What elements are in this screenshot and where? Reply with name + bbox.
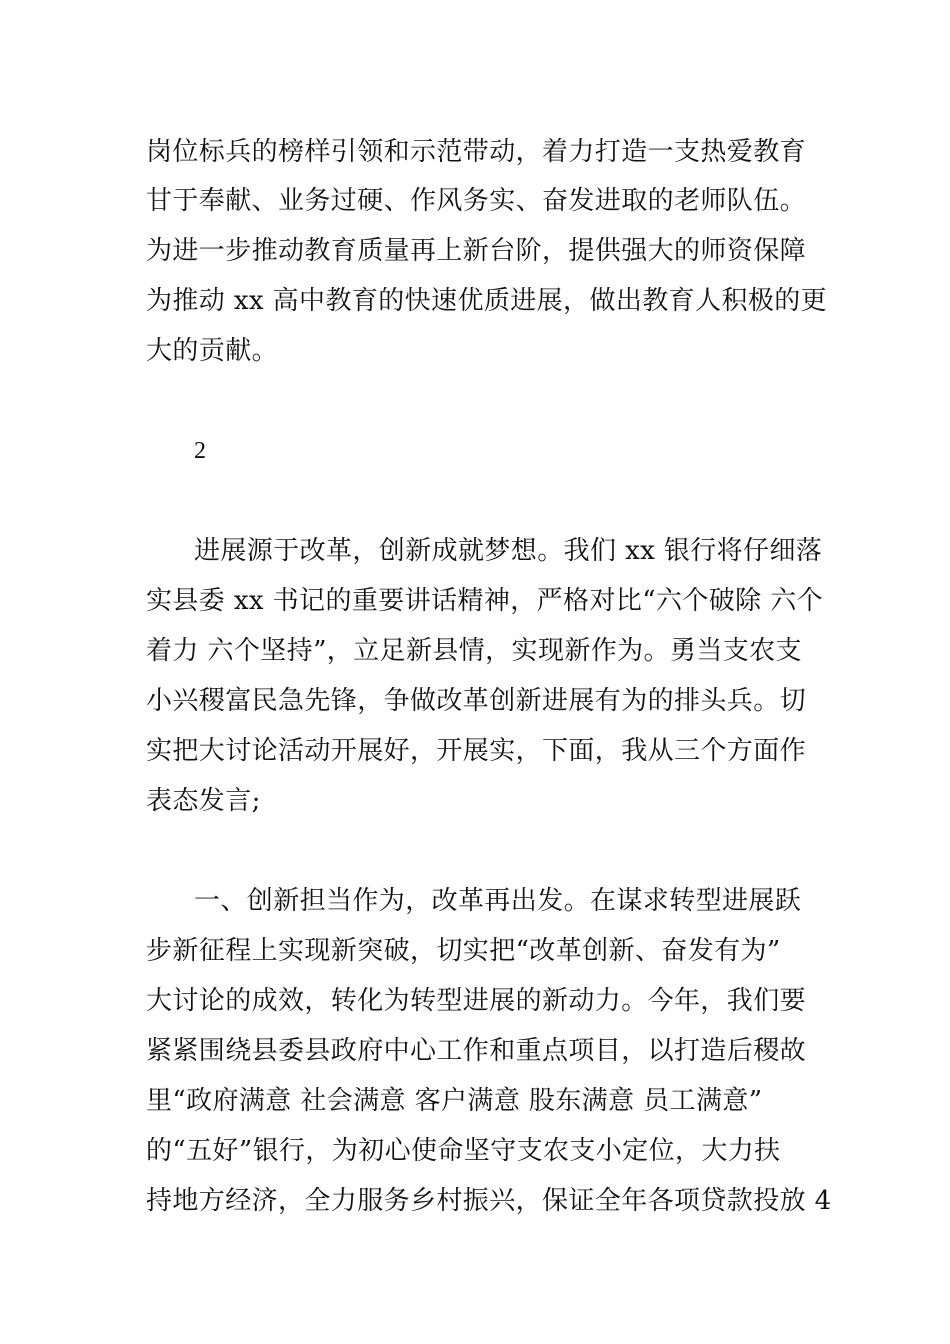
paragraph-line: 为进一步推动教育质量再上新台阶，提供强大的师资保障 — [146, 236, 807, 266]
page-number: 2 — [194, 438, 206, 464]
paragraph-line: 里“政府满意 社会满意 客户满意 股东满意 员工满意” — [146, 1086, 763, 1116]
paragraph-line: 实县委 xx 书记的重要讲话精神，严格对比“六个破除 六个 — [146, 586, 824, 616]
paragraph-line: 实把大讨论活动开展好，开展实，下面，我从三个方面作 — [146, 736, 807, 766]
paragraph-line: 小兴稷富民急先锋，争做改革创新进展有为的排头兵。切 — [146, 686, 807, 716]
paragraph-line: 表态发言; — [146, 786, 261, 816]
paragraph-line: 大讨论的成效，转化为转型进展的新动力。今年，我们要 — [146, 986, 807, 1016]
paragraph-line: 大的贡献。 — [146, 336, 279, 366]
paragraph-line: 步新征程上实现新突破，切实把“改革创新、奋发有为” — [146, 936, 781, 966]
paragraph-line: 为推动 xx 高中教育的快速优质进展，做出教育人积极的更 — [146, 286, 828, 316]
paragraph-line: 紧紧围绕县委县政府中心工作和重点项目，以打造后稷故 — [146, 1036, 807, 1066]
paragraph-line: 进展源于改革，创新成就梦想。我们 xx 银行将仔细落 — [194, 536, 823, 566]
paragraph-line: 甘于奉献、业务过硬、作风务实、奋发进取的老师队伍。 — [146, 186, 807, 216]
paragraph-line: 着力 六个坚持”，立足新县情，实现新作为。勇当支农支 — [146, 636, 802, 666]
paragraph-line: 的“五好”银行，为初心使命坚守支农支小定位，大力扶 — [146, 1136, 781, 1166]
paragraph-line: 岗位标兵的榜样引领和示范带动，着力打造一支热爱教育 — [146, 137, 807, 167]
paragraph-line: 持地方经济，全力服务乡村振兴，保证全年各项贷款投放 4 — [146, 1186, 832, 1216]
paragraph-line: 一、创新担当作为，改革再出发。在谋求转型进展跃 — [194, 886, 802, 916]
